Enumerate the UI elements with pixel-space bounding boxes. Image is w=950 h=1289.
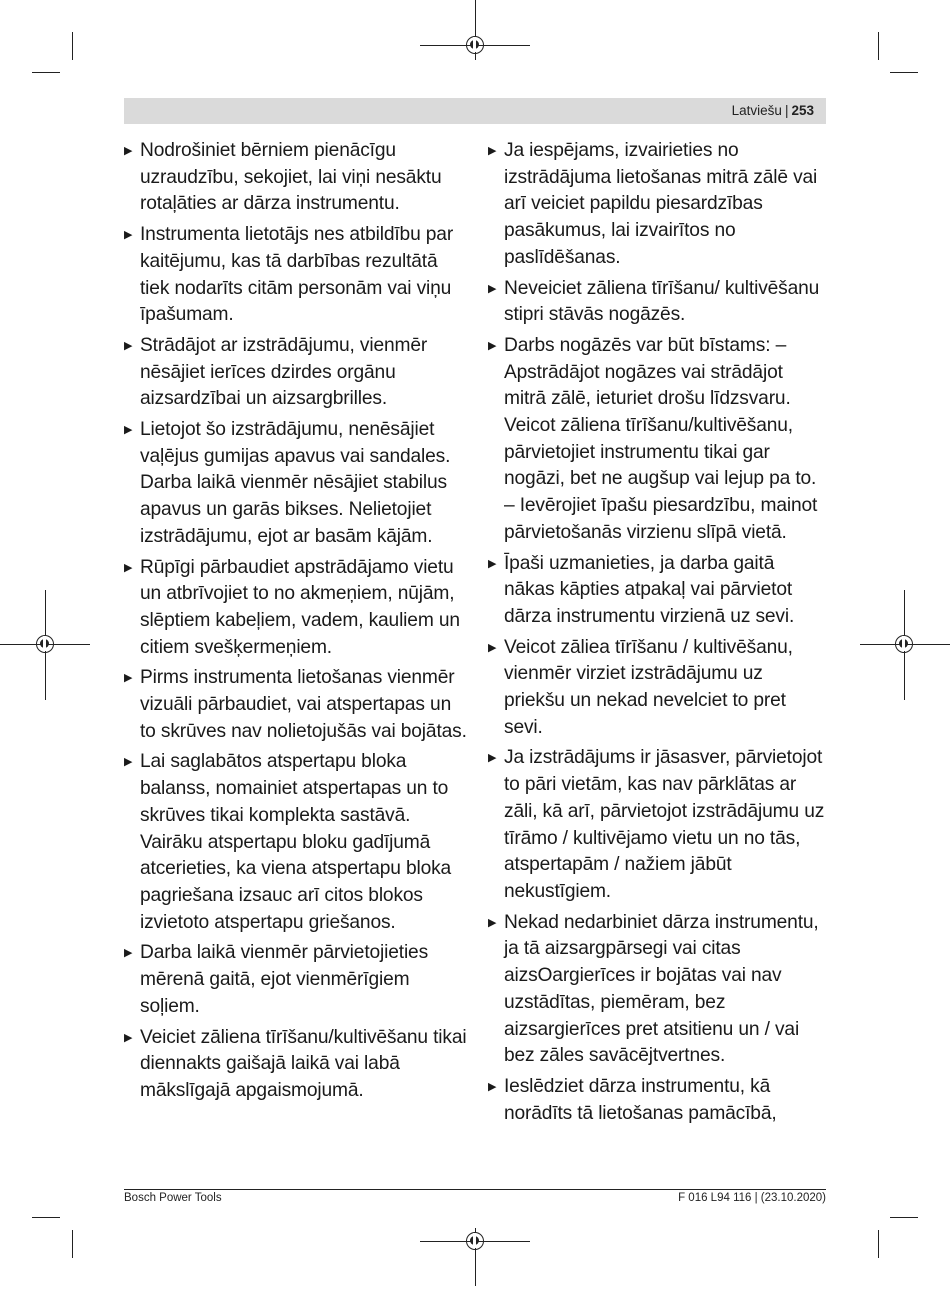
header-label — [732, 103, 814, 118]
list-item-text: Rūpīgi pārbaudiet apstrādājamo vietu un atbrīvojiet to no akmeņiem, nūjām, slēptiem kabeļiem, vadem, kauliem un citiem svešķermeņiem. — [140, 556, 460, 658]
list-item — [488, 551, 828, 631]
list-item — [488, 745, 828, 905]
footer-document-code: F 016 L94 116 | (23.10.2020) — [678, 1192, 826, 1204]
bullet-arrow-icon: ▶ — [124, 145, 133, 157]
list-item-text: Īpaši uzmanieties, ja darba gaitā nākas kāpties atpakaļ vai pārvietot dārza instrumentu virzienā uz sevi. — [504, 552, 795, 627]
registration-target-icon — [466, 36, 484, 54]
bullet-arrow-icon: ▶ — [488, 339, 497, 352]
list-item — [488, 635, 828, 742]
list-item-text: Neveiciet zāliena tīrīšanu/ kultivēšanu stipri stāvās nogāzēs. — [504, 277, 820, 326]
list-item-text: Ja iespējams, izvairieties no izstrādājuma lietošanas mitrā zālē vai arī veiciet papildu piesardzības pasākumus, lai izvairītos no paslīdēšanas. — [504, 140, 818, 268]
list-item — [124, 333, 470, 413]
running-header — [124, 98, 826, 124]
right-column — [488, 138, 828, 1131]
list-item-text: Lietojot šo izstrādājumu, nenēsājiet vaļējus gumijas apavus vai sandales. Darba laikā vienmēr nēsājiet stabilus apavus un garās bikses. Nelietojiet izstrādājumu, ejot ar basām kājām. — [140, 419, 451, 547]
bullet-arrow-icon: ▶ — [124, 947, 133, 960]
list-item — [488, 138, 828, 272]
left-column — [124, 138, 470, 1109]
bullet-arrow-icon: ▶ — [488, 916, 497, 929]
list-item — [488, 333, 828, 547]
list-item-text: Ja izstrādājums ir jāsasver, pārvietojot to pāri vietām, kas nav pārklātas ar zāli, kā arī, pārvietojot izstrādājumu uz tīrāmo / kultivējamo vietu un no tās, atspertapām / nažiem jābūt nekustīgiem. — [504, 747, 825, 902]
header-language: Latviešu — [731, 103, 782, 118]
crop-mark — [32, 1217, 60, 1218]
list-item-text: Instrumenta lietotājs nes atbildību par kaitējumu, kas tā darbības rezultātā tiek nodarīts citām personām vai viņu īpašumam. — [140, 224, 454, 326]
list-item-text: Nodrošiniet bērniem pienācīgu uzraudzību, sekojiet, lai viņi nesāktu rotaļāties ar dārza instrumentu. — [140, 140, 442, 215]
list-item — [488, 910, 828, 1070]
crop-mark — [72, 32, 73, 60]
crop-mark — [72, 1230, 73, 1258]
bullet-arrow-icon: ▶ — [124, 424, 133, 437]
footer-publisher: Bosch Power Tools — [124, 1192, 222, 1204]
bullet-arrow-icon: ▶ — [124, 561, 133, 574]
list-item — [488, 276, 828, 329]
bullet-arrow-icon: ▶ — [124, 756, 133, 769]
crop-mark — [890, 1217, 918, 1218]
registration-target-icon — [466, 1232, 484, 1250]
list-item-text: Veicot zāliea tīrīšanu / kultivēšanu, vienmēr virziet izstrādājumu uz priekšu un nekad nevelciet to pret sevi. — [504, 636, 793, 738]
list-item-text: Darba laikā vienmēr pārvietojieties mērenā gaitā, ejot vienmērīgiem soļiem. — [140, 942, 429, 1017]
list-item — [124, 555, 470, 662]
registration-target-icon — [895, 635, 913, 653]
footer-rule — [124, 1189, 826, 1190]
list-item-text: Ieslēdziet dārza instrumentu, kā norādīts tā lietošanas pamācībā, — [504, 1075, 777, 1124]
bullet-arrow-icon: ▶ — [488, 557, 497, 570]
registration-target-icon — [36, 635, 54, 653]
crop-mark — [32, 72, 60, 73]
header-separator: | — [784, 103, 789, 118]
list-item — [124, 665, 470, 745]
bullet-arrow-icon: ▶ — [488, 145, 497, 157]
list-item-text: Darbs nogāzēs var būt bīstams: – Apstrādājot nogāzes vai strādājot mitrā zālē, ieturiet drošu līdzsvaru. Veicot zāliena tīrīšanu/kultivēšanu, pārvietojiet instrumentu tikai gar nogāzi, bet ne augšup vai lejup pa to. – Ievērojiet īpašu piesardzību, mainot pārvietošanās virzienu slīpā vietā. — [504, 334, 818, 543]
bullet-arrow-icon: ▶ — [488, 641, 497, 654]
list-item — [124, 417, 470, 551]
list-item — [124, 138, 470, 218]
crop-mark — [890, 72, 918, 73]
list-item-text: Nekad nedarbiniet dārza instrumentu, ja tā aizsargpārsegi vai citas aizsOargierīces ir bojātas vai nav uzstādītas, piemēram, bez aizsargierīces pret atsitienu un / vai bez zāles savācējtvertnes. — [504, 911, 819, 1067]
bullet-arrow-icon: ▶ — [124, 1031, 133, 1044]
bullet-arrow-icon: ▶ — [488, 752, 497, 765]
bullet-arrow-icon: ▶ — [124, 229, 133, 242]
list-item — [124, 940, 470, 1020]
list-item — [124, 1025, 470, 1105]
bullet-arrow-icon: ▶ — [488, 282, 497, 295]
crop-mark — [878, 1230, 879, 1258]
bullet-arrow-icon: ▶ — [488, 1080, 497, 1093]
bullet-arrow-icon: ▶ — [124, 672, 133, 685]
list-item-text: Lai saglabātos atspertapu bloka balanss, nomainiet atspertapas un to skrūves tikai komplekta sastāvā. Vairāku atspertapu bloku gadījumā atcerieties, ka viena atspertapu bloka pagriešana izsauc arī citos blokos izvietoto atspertapu griešanos. — [140, 751, 452, 933]
list-item — [124, 222, 470, 329]
list-item — [488, 1074, 828, 1127]
list-item — [124, 749, 470, 936]
crop-mark — [878, 32, 879, 60]
list-item-text: Veiciet zāliena tīrīšanu/kultivēšanu tikai diennakts gaišajā laikā vai labā mākslīgajā apgaismojumā. — [140, 1026, 467, 1101]
list-item-text: Strādājot ar izstrādājumu, vienmēr nēsājiet ierīces dzirdes orgānu aizsardzībai un aizsargbrilles. — [140, 334, 428, 410]
bullet-arrow-icon: ▶ — [124, 339, 133, 352]
page-number: 253 — [791, 103, 814, 118]
list-item-text: Pirms instrumenta lietošanas vienmēr vizuāli pārbaudiet, vai atspertapas un to skrūves nav nolietojušās vai bojātas. — [140, 667, 467, 742]
